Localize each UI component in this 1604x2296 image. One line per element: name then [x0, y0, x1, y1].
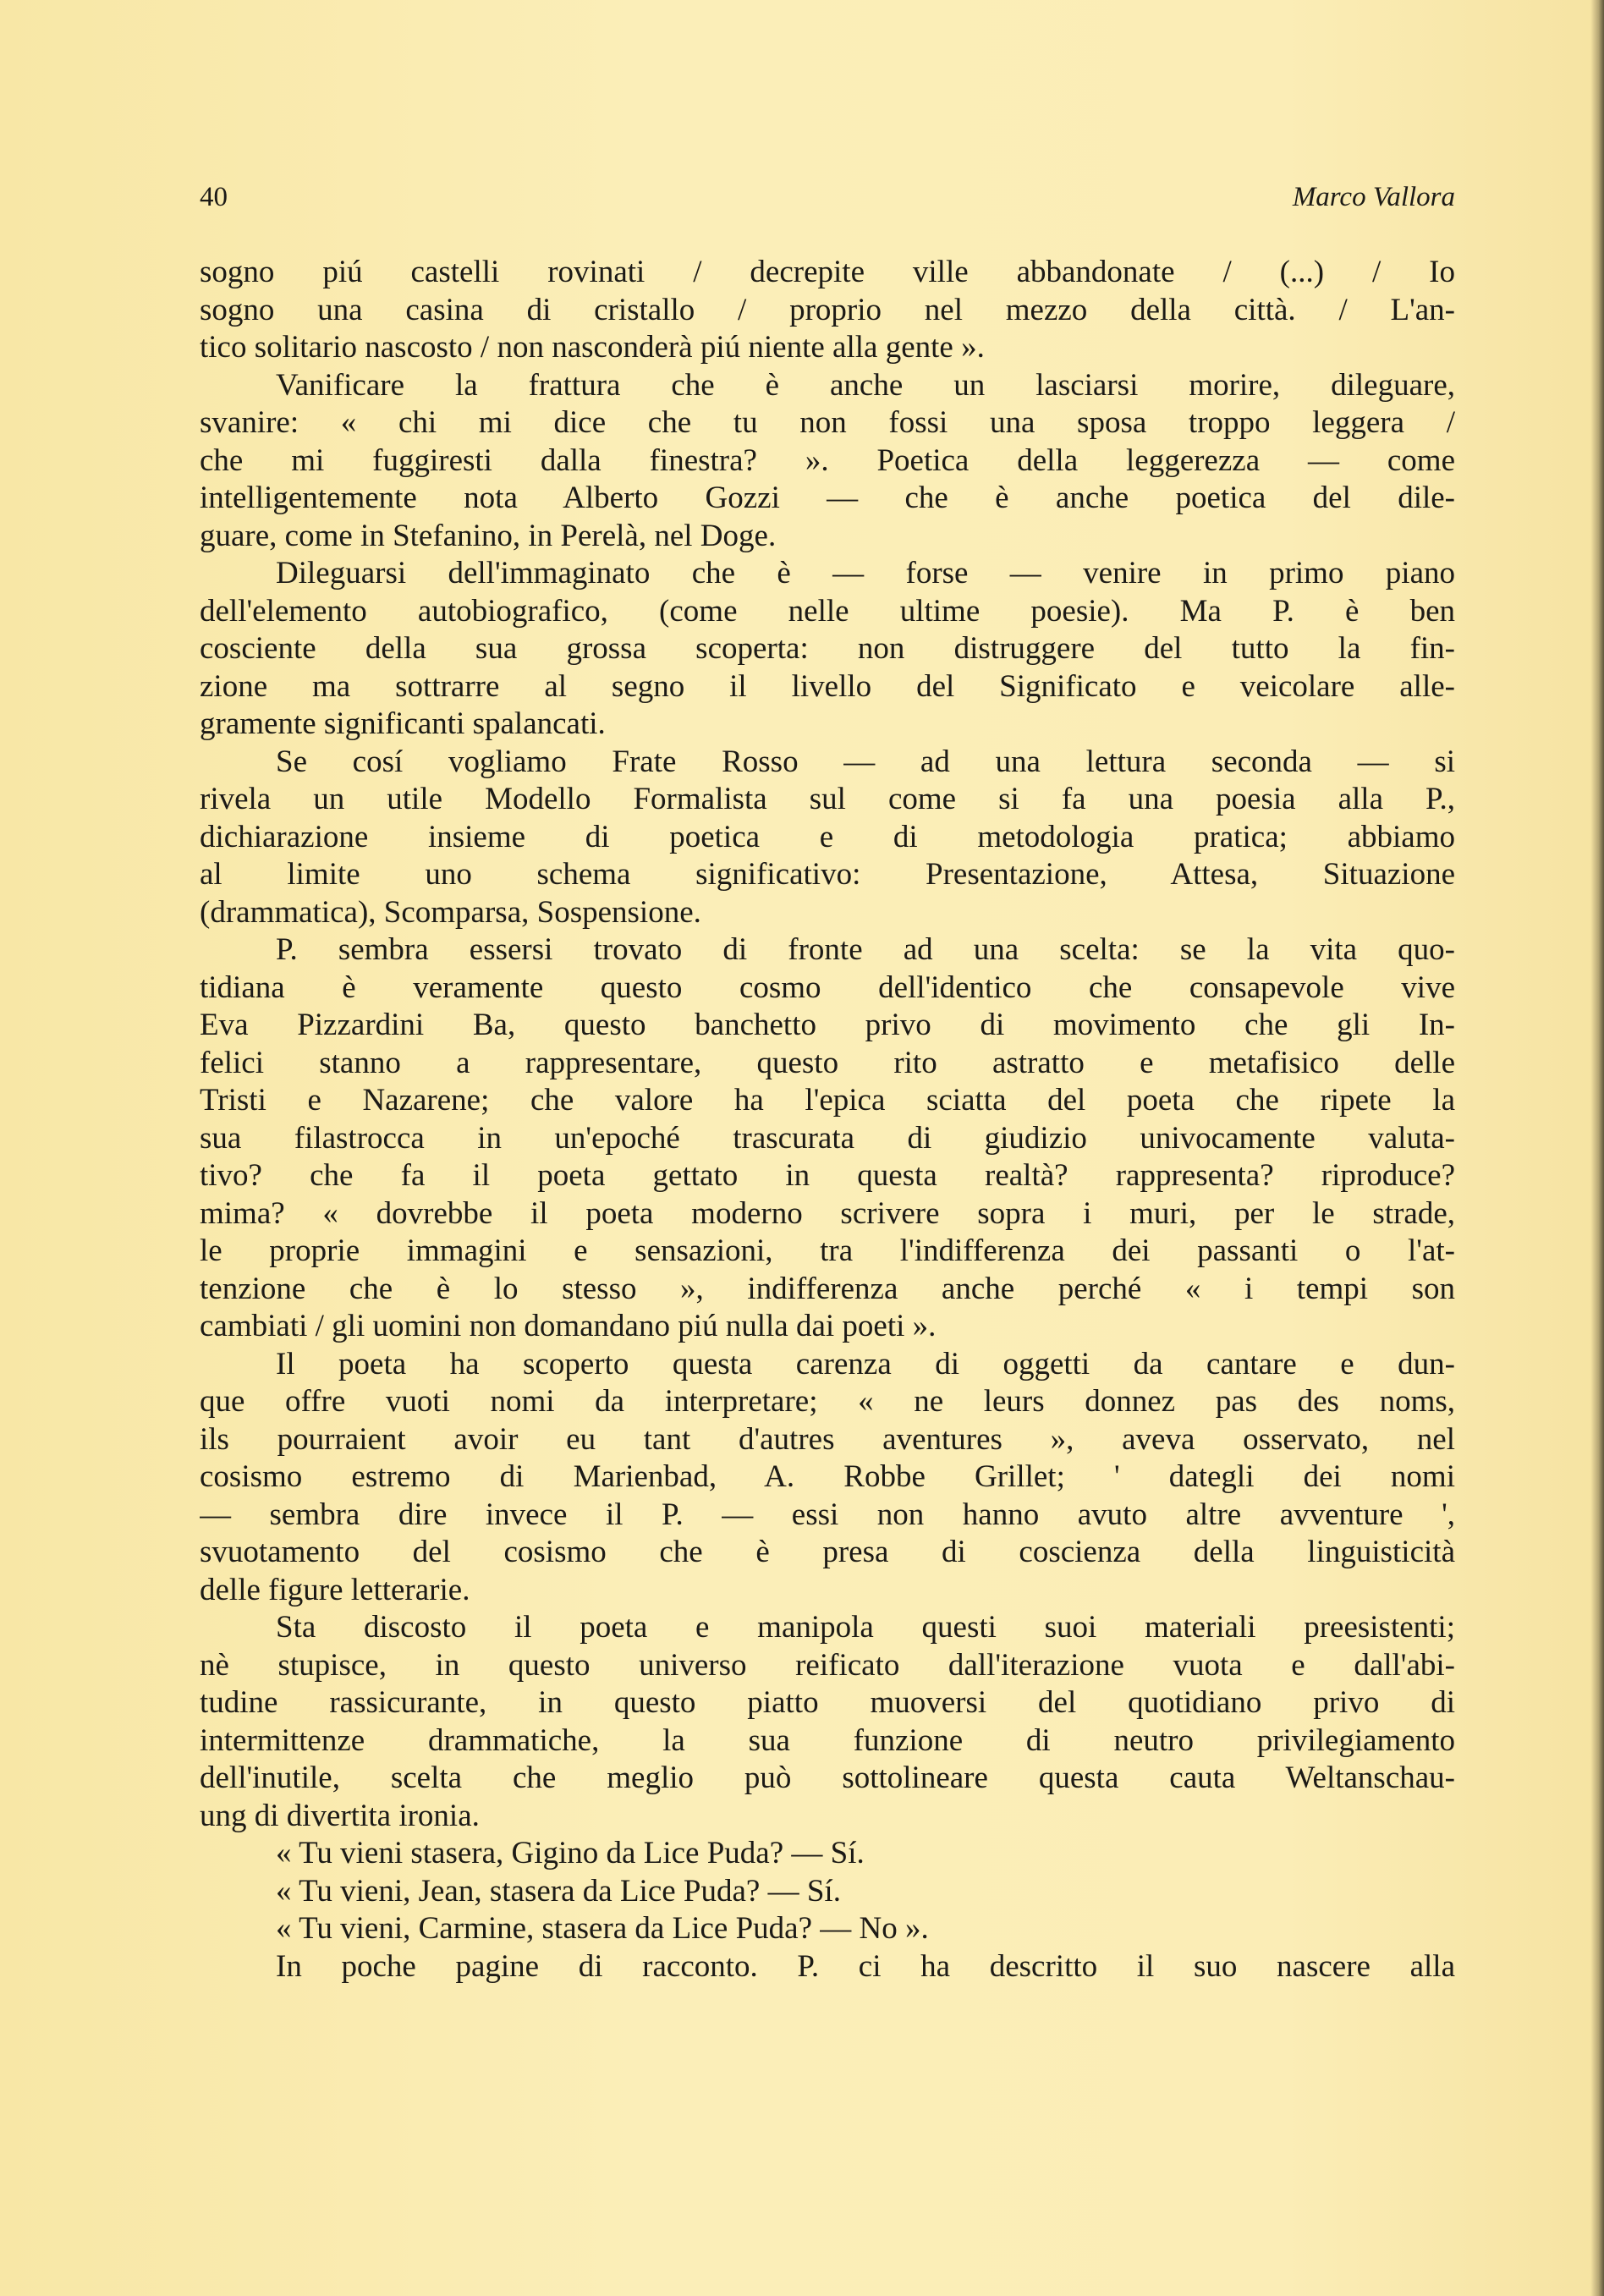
page-number: 40 — [200, 182, 228, 212]
text-line: ils pourraient avoir eu tant d'autres aventures », aveva osservato, nel — [200, 1421, 1455, 1457]
text-line: tidiana è veramente questo cosmo dell'identico che consapevole vive — [200, 969, 1455, 1005]
text-line: svuotamento del cosismo che è presa di coscienza della linguisticità — [200, 1535, 1455, 1569]
text-line: Tristi e Nazarene; che valore ha l'epica sciatta del poeta che ripete la — [200, 1083, 1455, 1118]
text-line: nè stupisce, in questo universo reificato dall'iterazione vuota e dall'abi- — [200, 1647, 1455, 1683]
text-line: sogno una casina di cristallo / proprio nel mezzo della città. / L'an- — [200, 292, 1455, 327]
text-line: cosciente della sua grossa scoperta: non distruggere del tutto la fin- — [200, 631, 1455, 666]
text-line: Se cosí vogliamo Frate Rosso — ad una lettura seconda — si — [276, 744, 1455, 779]
text-line: ung di divertita ironia. — [200, 1798, 480, 1833]
text-line: Il poeta ha scoperto questa carenza di oggetti da cantare e dun- — [276, 1346, 1455, 1381]
text-line: intermittenze drammatiche, la sua funzione di neutro privilegiamento — [200, 1722, 1455, 1758]
text-line: dell'inutile, scelta che meglio può sottolineare questa cauta Weltanschau- — [200, 1760, 1455, 1795]
text-line: tico solitario nascosto / non nasconderà piú niente alla gente ». — [200, 330, 985, 365]
body-text — [200, 254, 1455, 1986]
text-line: gramente significanti spalancati. — [200, 706, 606, 741]
text-line: « Tu vieni, Carmine, stasera da Lice Puda? — No ». — [276, 1911, 929, 1946]
text-line: delle figure letterarie. — [200, 1572, 470, 1607]
text-line: que offre vuoti nomi da interpretare; « ne leurs donnez pas des noms, — [200, 1384, 1455, 1419]
text-line: svanire: « chi mi dice che tu non fossi una sposa troppo leggera / — [200, 405, 1455, 440]
text-line: P. sembra essersi trovato di fronte ad una scelta: se la vita quo- — [276, 932, 1455, 967]
text-line: Vanificare la frattura che è anche un lasciarsi morire, dileguare, — [276, 367, 1455, 403]
text-line: rivela un utile Modello Formalista sul come si fa una poesia alla P., — [200, 782, 1455, 816]
text-line: (drammatica), Scomparsa, Sospensione. — [200, 894, 701, 930]
text-line: intelligentemente nota Alberto Gozzi — che è anche poetica del dile- — [200, 481, 1455, 515]
running-head-author: Marco Vallora — [1292, 182, 1455, 212]
text-line: cambiati / gli uomini non domandano piú nulla dai poeti ». — [200, 1309, 937, 1343]
text-line: tenzione che è lo stesso », indifferenza anche perché « i tempi son — [200, 1271, 1455, 1306]
text-line: guare, come in Stefanino, in Perelà, nel Doge. — [200, 518, 777, 553]
text-line: zione ma sottrarre al segno il livello del Significato e veicolare alle- — [200, 668, 1455, 704]
text-line: dichiarazione insieme di poetica e di metodologia pratica; abbiamo — [200, 819, 1455, 854]
text-line: felici stanno a rappresentare, questo rito astratto e metafisico delle — [200, 1045, 1455, 1080]
text-line: « Tu vieni stasera, Gigino da Lice Puda? — Sí. — [276, 1836, 865, 1870]
text-line: dell'elemento autobiografico, (come nelle ultime poesie). Ma P. è ben — [200, 593, 1455, 629]
text-line: — sembra dire invece il P. — essi non hanno avuto altre avventure ', — [200, 1497, 1455, 1532]
text-line: le proprie immagini e sensazioni, tra l'indifferenza dei passanti o l'at- — [200, 1233, 1455, 1268]
text-line: « Tu vieni, Jean, stasera da Lice Puda? — Sí. — [276, 1873, 841, 1909]
text-line: tudine rassicurante, in questo piatto muoversi del quotidiano privo di — [200, 1685, 1455, 1720]
text-line: sua filastrocca in un'epoché trascurata di giudizio univocamente valuta- — [200, 1120, 1455, 1156]
text-line: che mi fuggiresti dalla finestra? ». Poetica della leggerezza — come — [200, 442, 1455, 478]
text-line: sogno piú castelli rovinati / decrepite ville abbandonate / (...) / Io — [200, 255, 1455, 289]
text-line: Sta discosto il poeta e manipola questi suoi materiali preesistenti; — [276, 1610, 1455, 1645]
text-line: Eva Pizzardini Ba, questo banchetto privo di movimento che gli In- — [200, 1008, 1455, 1042]
text-line: In poche pagine di racconto. P. ci ha descritto il suo nascere alla — [276, 1948, 1455, 1984]
text-line: Dileguarsi dell'immaginato che è — forse — venire in primo piano — [276, 556, 1455, 590]
text-line: cosismo estremo di Marienbad, A. Robbe Grillet; ' dategli dei nomi — [200, 1459, 1455, 1494]
text-line: al limite uno schema significativo: Presentazione, Attesa, Situazione — [200, 857, 1455, 892]
page-edge-shadow — [1590, 0, 1604, 2296]
text-line: mima? « dovrebbe il poeta moderno scrivere sopra i muri, per le strade, — [200, 1195, 1455, 1231]
text-line: tivo? che fa il poeta gettato in questa realtà? rappresenta? riproduce? — [200, 1158, 1455, 1193]
running-head — [200, 176, 1455, 218]
